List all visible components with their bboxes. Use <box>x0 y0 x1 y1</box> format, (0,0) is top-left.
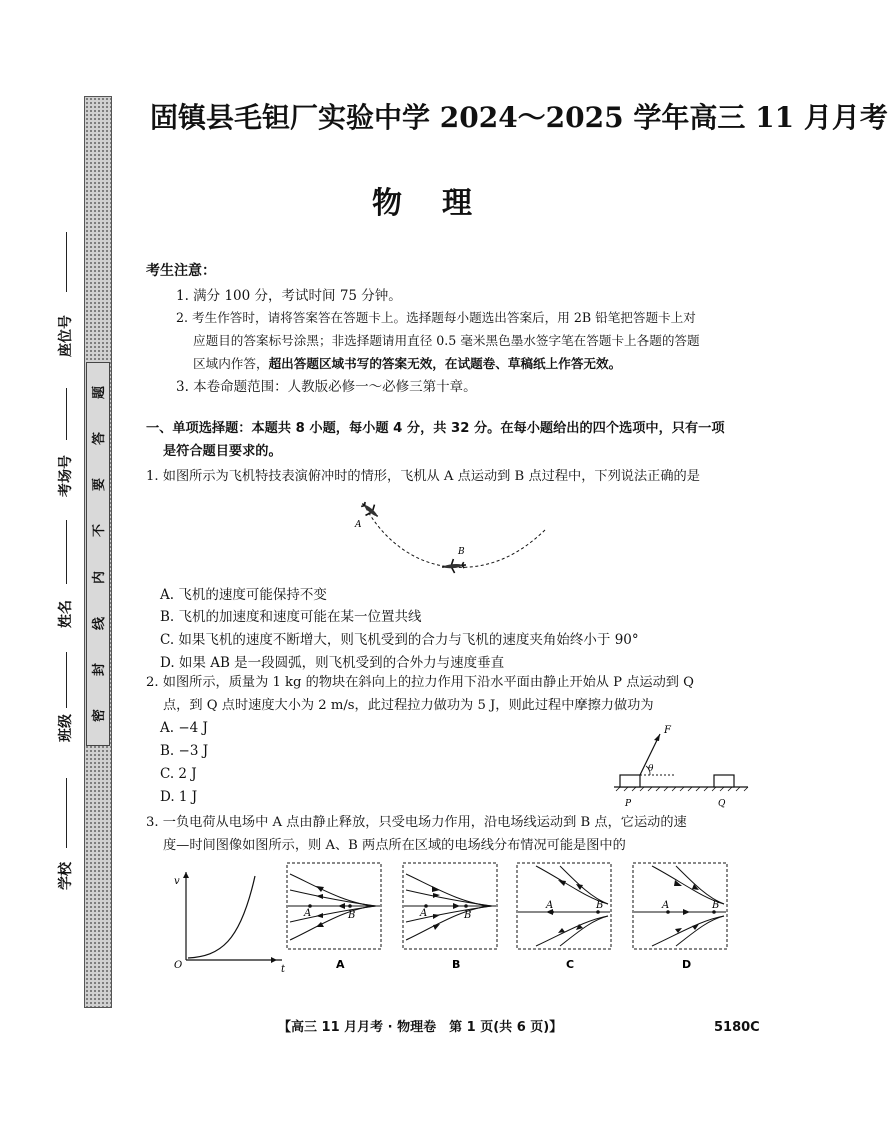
q2-label-theta: θ <box>648 764 654 774</box>
plane-a-icon <box>358 498 382 522</box>
seal-char: 答 <box>92 431 108 445</box>
t-axis-arrow <box>271 957 277 963</box>
panel-b-caption: B <box>452 958 461 971</box>
q1-stem: 1. 如图所示为飞机特技表演俯冲时的情形，飞机从 A 点运动到 B 点过程中，下列说法正确的是 <box>146 469 700 484</box>
field-lines <box>404 874 496 940</box>
seal-char: 要 <box>92 478 108 492</box>
q2-option-a[interactable]: A. −4 J <box>160 720 208 736</box>
point-b <box>348 904 352 908</box>
section-heading-line-2: 是符合题目要求的。 <box>163 444 282 459</box>
q1-figure <box>340 494 550 578</box>
subject-title: 物理 <box>372 186 512 221</box>
seal-char: 题 <box>92 385 108 399</box>
q3-vt-graph <box>170 868 286 976</box>
page-footer: 【高三 11 月月考 · 物理卷 第 1 页(共 6 页)】 <box>278 1020 563 1035</box>
q2-figure <box>608 720 758 812</box>
panel-d-label-a: A <box>662 900 670 911</box>
exam-room-line[interactable] <box>66 388 67 440</box>
name-label: 姓名 <box>58 600 74 628</box>
flight-path <box>366 508 545 567</box>
force-arrowhead <box>654 734 660 741</box>
q1-label-a: A <box>355 520 362 530</box>
block-q <box>714 775 734 787</box>
graph-label-v: v <box>174 876 180 887</box>
q3-panel-d <box>632 862 728 976</box>
q2-stem-line-2: 点，到 Q 点时速度大小为 2 m/s，此过程拉力做功为 5 J，则此过程中摩擦力做功为 <box>163 698 654 713</box>
q2-stem-line-1: 2. 如图所示，质量为 1 kg 的物块在斜向上的拉力作用下沿水平面由静止开始从 P 点运动到 Q <box>146 675 694 690</box>
notice-heading: 考生注意： <box>146 263 216 279</box>
seat-number-label: 座位号 <box>58 315 74 357</box>
seal-char: 线 <box>92 616 108 630</box>
seal-char: 封 <box>92 663 108 677</box>
panel-b-label-a: A <box>420 908 428 919</box>
q2-label-q: Q <box>718 799 726 809</box>
exam-title: 固镇县毛钽厂实验中学 2024～2025 学年高三 11 月月考 <box>150 101 888 134</box>
notice-item-2-line-2: 应题目的答案标号涂黑；非选择题请用直径 0.5 毫米黑色墨水签字笔在答题卡上各题的答题 <box>193 333 700 348</box>
seal-notice <box>86 362 110 746</box>
q3-panel-c <box>516 862 612 976</box>
q2-label-p: P <box>625 799 632 809</box>
notice-normal: 区域内作答， <box>193 356 269 371</box>
graph-label-o: O <box>174 960 183 971</box>
panel-c-label-b: B <box>596 900 604 911</box>
q1-label-b: B <box>458 547 465 557</box>
q3-panel-b <box>402 862 498 976</box>
q2-option-b[interactable]: B. −3 J <box>160 743 209 759</box>
q1-option-c[interactable]: C. 如果飞机的速度不断增大，则飞机受到的合力与飞机的速度夹角始终小于 90° <box>160 632 639 648</box>
q3-stem-line-2: 度—时间图像如图所示，则 A、B 两点所在区域的电场线分布情况可能是图中的 <box>163 838 626 853</box>
panel-a-label-b: B <box>348 910 356 921</box>
q2-option-c[interactable]: C. 2 J <box>160 766 197 782</box>
q3-panel-a <box>286 862 382 976</box>
panel-a-caption: A <box>336 958 345 971</box>
notice-emphasis: 超出答题区域书写的答案无效，在试题卷、草稿纸上作答无效。 <box>268 356 622 371</box>
q2-option-d[interactable]: D. 1 J <box>160 789 198 805</box>
name-line[interactable] <box>66 520 67 584</box>
paper-code: 5180C <box>714 1020 760 1035</box>
q3-stem-line-1: 3. 一负电荷从电场中 A 点由静止释放，只受电场力作用，沿电场线运动到 B 点，它运动的速 <box>146 815 687 830</box>
exam-room-label: 考场号 <box>58 455 74 497</box>
graph-label-t: t <box>281 964 286 975</box>
notice-item-2-line-1: 2. 考生作答时，请将答案答在答题卡上。选择题每小题选出答案后，用 2B 铅笔把答题卡上对 <box>176 310 696 325</box>
q2-label-f: F <box>664 725 671 736</box>
q1-option-a[interactable]: A. 飞机的速度可能保持不变 <box>160 587 327 603</box>
panel-d-label-b: B <box>712 900 720 911</box>
school-label: 学校 <box>58 862 74 890</box>
plane-b-icon <box>441 558 466 574</box>
seal-char: 内 <box>92 570 108 584</box>
panel-c-caption: C <box>566 958 575 971</box>
notice-item-1: 1. 满分 100 分，考试时间 75 分钟。 <box>176 288 402 304</box>
seal-char: 密 <box>92 709 108 723</box>
class-line[interactable] <box>66 652 67 708</box>
notice-item-2-line-3 <box>193 352 621 376</box>
notice-item-3: 3. 本卷命题范围：人教版必修一～必修三第十章。 <box>176 379 477 395</box>
school-line[interactable] <box>66 778 67 848</box>
section-heading-line-1: 一、单项选择题：本题共 8 小题，每小题 4 分，共 32 分。在每小题给出的四个选项中，只有一项 <box>146 421 725 436</box>
seat-number-line[interactable] <box>66 232 67 292</box>
panel-a-label-a: A <box>304 908 312 919</box>
q1-option-b[interactable]: B. 飞机的加速度和速度可能在某一位置共线 <box>160 609 422 625</box>
block-p <box>620 775 640 787</box>
field-lines <box>288 874 380 940</box>
panel-b-label-b: B <box>464 910 472 921</box>
panel-c-label-a: A <box>546 900 554 911</box>
panel-d-caption: D <box>682 958 692 971</box>
class-label: 班级 <box>58 714 74 742</box>
q1-option-d[interactable]: D. 如果 AB 是一段圆弧，则飞机受到的合外力与速度垂直 <box>160 655 505 671</box>
seal-char: 不 <box>92 524 108 538</box>
vt-curve <box>188 876 255 958</box>
v-axis-arrow <box>183 872 189 878</box>
point-b <box>464 904 468 908</box>
